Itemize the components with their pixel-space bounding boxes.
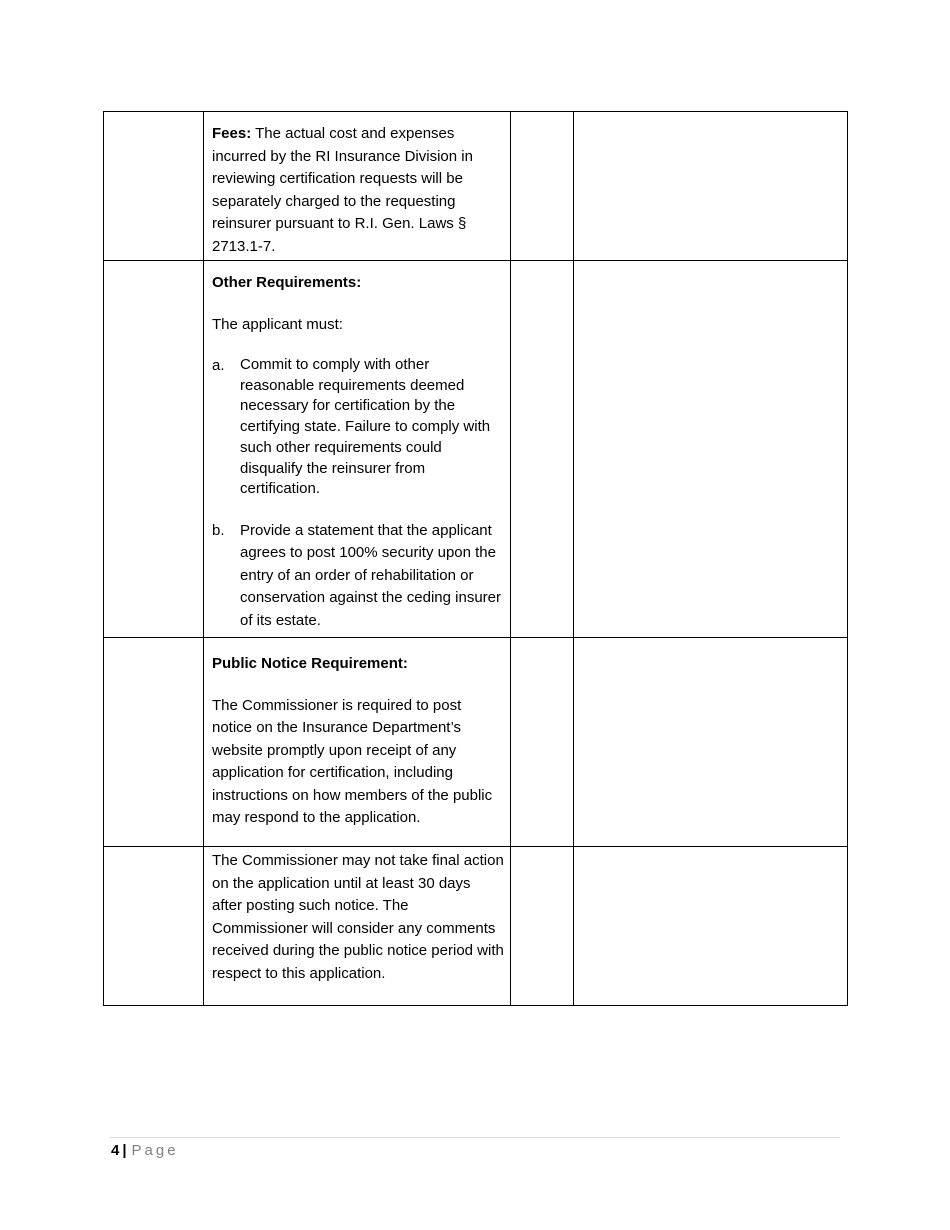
table-row-public-notice xyxy=(104,638,848,847)
list-item-label: a. xyxy=(212,357,225,374)
empty-cell xyxy=(574,261,848,638)
footer-separator: | xyxy=(122,1142,127,1159)
empty-cell xyxy=(104,112,204,261)
page-footer xyxy=(111,1141,179,1161)
requirement-cell xyxy=(204,112,511,261)
fees-text: The actual cost and expenses incurred by the RI Insurance Division in reviewing certification requests will be separately charged to the requesting reinsurer pursuant to R.I. Gen. Laws § 2713.1-7. xyxy=(212,125,473,255)
table-row-fees xyxy=(104,112,848,261)
page-number: 4 xyxy=(111,1142,120,1159)
empty-cell xyxy=(511,638,574,847)
requirement-cell xyxy=(204,261,511,638)
requirements-table xyxy=(103,111,848,1006)
list-item xyxy=(212,355,504,500)
requirements-list xyxy=(212,355,504,632)
empty-cell xyxy=(511,847,574,1006)
empty-cell xyxy=(104,847,204,1006)
public-notice-heading: Public Notice Requirement: xyxy=(212,655,408,672)
requirement-cell xyxy=(204,638,511,847)
table-row-final-action xyxy=(104,847,848,1006)
empty-cell xyxy=(104,261,204,638)
list-item-text: Commit to comply with other reasonable requirements deemed necessary for certification by the certifying state. Failure to comply with such other requirements could disqualify the reinsurer from certification. xyxy=(240,356,491,498)
public-notice-text: The Commissioner is required to post notice on the Insurance Department’s website promptly upon receipt of any application for certification, including instructions on how members of the public may respond to the application. xyxy=(212,696,493,826)
page-label: Page xyxy=(131,1142,179,1159)
final-action-text: The Commissioner may not take final action on the application until at least 30 days after posting such notice. The Commissioner will consider any comments received during the public notice period with respect to this application. xyxy=(212,852,504,982)
empty-cell xyxy=(511,261,574,638)
empty-cell xyxy=(574,638,848,847)
table-row-other-requirements xyxy=(104,261,848,638)
empty-cell xyxy=(574,112,848,261)
fees-heading: Fees: xyxy=(212,125,252,142)
empty-cell xyxy=(511,112,574,261)
requirement-cell xyxy=(204,847,511,1006)
other-requirements-intro: The applicant must: xyxy=(212,315,343,333)
list-item-text: Provide a statement that the applicant agrees to post 100% security upon the entry of an order of rehabilitation or conservation against the ceding insurer of its estate. xyxy=(240,521,501,629)
empty-cell xyxy=(104,638,204,847)
empty-cell xyxy=(574,847,848,1006)
footer-divider xyxy=(110,1137,840,1138)
list-item xyxy=(212,520,504,633)
other-requirements-heading: Other Requirements: xyxy=(212,274,362,291)
list-item-label: b. xyxy=(212,521,225,539)
